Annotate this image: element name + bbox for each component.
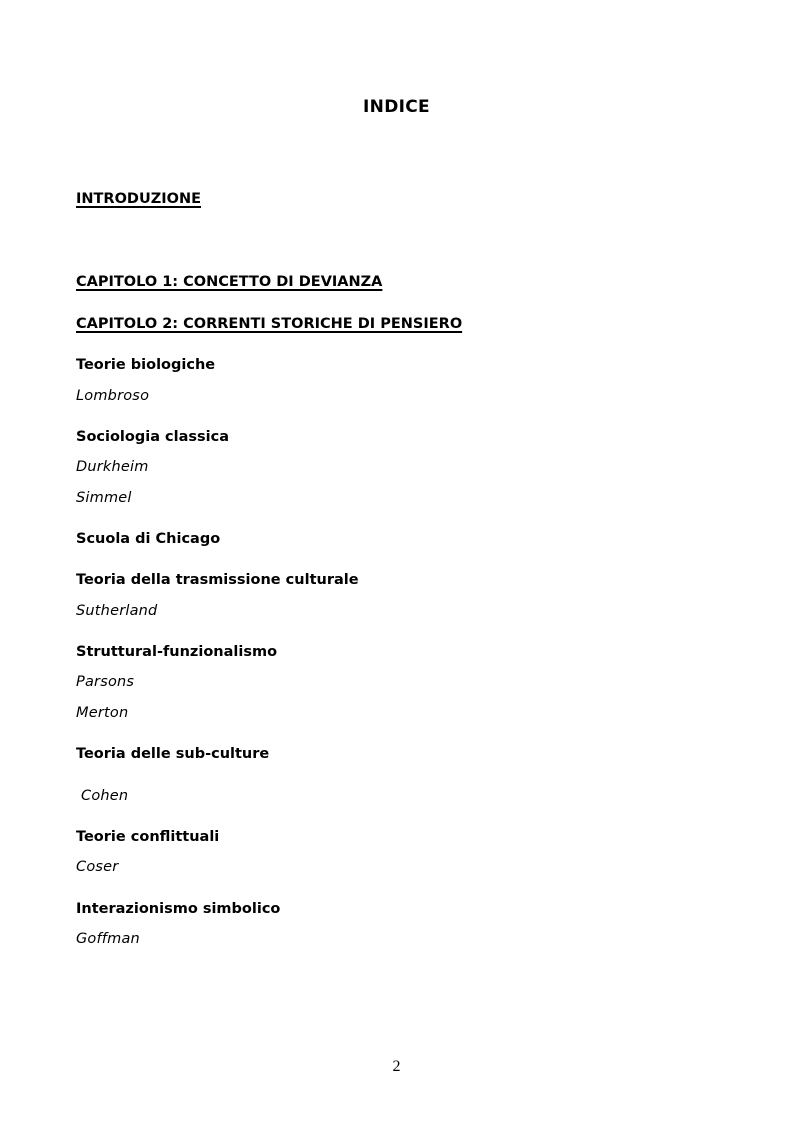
toc-section-scuola-di-chicago: Scuola di Chicago <box>76 531 221 547</box>
toc-author-parsons: Parsons <box>76 674 135 690</box>
toc-section-trasmissione-culturale: Teoria della trasmissione culturale <box>76 572 359 588</box>
toc-heading-capitolo-1: CAPITOLO 1: CONCETTO DI DEVIANZA <box>76 274 383 290</box>
toc-author-goffman: Goffman <box>76 931 140 947</box>
toc-section-interazionismo-simbolico: Interazionismo simbolico <box>76 901 281 917</box>
toc-section-teorie-biologiche: Teorie biologiche <box>76 357 216 373</box>
toc-heading-capitolo-2: CAPITOLO 2: CORRENTI STORICHE DI PENSIERO <box>76 316 463 332</box>
toc-section-sociologia-classica: Sociologia classica <box>76 429 230 445</box>
toc-section-struttural-funzionalismo: Struttural-funzionalismo <box>76 644 278 660</box>
page-number: 2 <box>392 1058 401 1075</box>
toc-author-durkheim: Durkheim <box>76 459 149 475</box>
page-title: INDICE <box>363 97 430 117</box>
toc-author-merton: Merton <box>76 705 129 721</box>
toc-section-teorie-conflittuali: Teorie conflittuali <box>76 829 220 845</box>
toc-author-cohen: Cohen <box>81 788 129 804</box>
toc-author-lombroso: Lombroso <box>76 388 150 404</box>
toc-heading-introduzione: INTRODUZIONE <box>76 191 201 207</box>
toc-author-sutherland: Sutherland <box>76 603 158 619</box>
toc-section-sub-culture: Teoria delle sub-culture <box>76 746 270 762</box>
toc-author-simmel: Simmel <box>76 490 132 506</box>
toc-author-coser: Coser <box>76 859 119 875</box>
